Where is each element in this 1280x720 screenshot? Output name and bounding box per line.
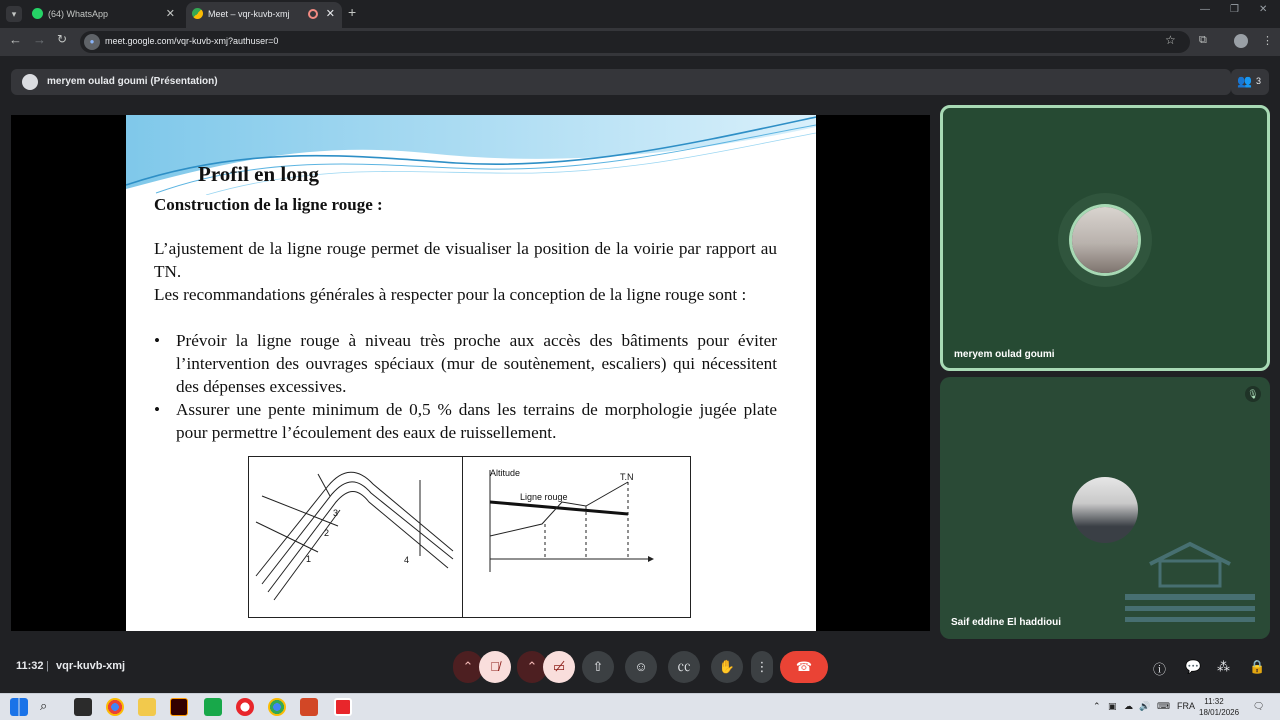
- reload-icon[interactable]: ↻: [57, 32, 68, 46]
- participant-tile[interactable]: [940, 377, 1270, 639]
- file-explorer-icon[interactable]: [138, 698, 156, 716]
- bullet-text: Prévoir la ligne rouge à niveau très proche aux accès des bâtiments pour éviter l’intervention des ouvrages spéciaux (mur de soutènement, escaliers) qui nécessitent des dépenses excessives.: [176, 331, 777, 396]
- restore-icon[interactable]: ❐: [1230, 4, 1239, 15]
- bullet-text: Assurer une pente minimum de 0,5 % dans les terrains de morphologie jugée plate pour permettre l’écoulement des eaux de ruissellement.: [176, 400, 777, 442]
- clock-date: 18/01/2026: [1199, 708, 1240, 717]
- people-button[interactable]: [1231, 69, 1269, 95]
- slide-title: Profil en long: [198, 162, 319, 186]
- whatsapp-icon: [32, 8, 43, 19]
- windows-start-icon[interactable]: [10, 698, 28, 716]
- camera-toggle-button[interactable]: ▭̸: [543, 651, 575, 683]
- people-icon: 👥: [1237, 74, 1252, 88]
- slide-paragraph: Les recommandations générales à respecter pour la conception de la ligne rouge sont :: [154, 285, 747, 304]
- meet-icon: [192, 8, 203, 19]
- chrome-profile-icon[interactable]: [268, 698, 286, 716]
- emoji-button[interactable]: ☺: [625, 651, 657, 683]
- activities-icon[interactable]: ⁂: [1217, 659, 1230, 674]
- chat-icon[interactable]: 💬: [1185, 659, 1202, 674]
- menu-kebab-icon[interactable]: ⋮: [1262, 35, 1273, 47]
- meet-control-bar: [0, 645, 1280, 689]
- participant-tile[interactable]: [940, 105, 1270, 371]
- plan-sketch-figure: [248, 456, 463, 618]
- mic-toggle-button[interactable]: 🎙̸: [479, 651, 511, 683]
- separator: |: [46, 660, 49, 672]
- url-text[interactable]: meet.google.com/vqr-kuvb-xmj?authuser=0: [105, 36, 279, 46]
- back-icon[interactable]: ←: [9, 32, 22, 47]
- altitude-label: Altitude: [490, 468, 521, 478]
- chrome-icon[interactable]: [106, 698, 124, 716]
- keyboard-icon[interactable]: ⌨: [1157, 701, 1170, 711]
- notifications-icon[interactable]: 🗨: [1253, 701, 1265, 711]
- meeting-code: vqr-kuvb-xmj: [56, 660, 126, 672]
- slide-bullet: [154, 398, 777, 444]
- red-app-icon[interactable]: [334, 698, 352, 716]
- green-app-icon[interactable]: [204, 698, 222, 716]
- bullet-dot: •: [154, 400, 161, 419]
- institute-logo-watermark: [1115, 539, 1265, 629]
- participant-avatar: [1072, 207, 1138, 273]
- captions-button[interactable]: ㏄: [668, 651, 700, 683]
- raise-hand-button[interactable]: ✋: [711, 651, 743, 683]
- plan-label: 3: [333, 508, 339, 518]
- presenter-avatar: [22, 74, 38, 90]
- system-clock[interactable]: [1199, 696, 1240, 718]
- host-controls-icon[interactable]: 🔒: [1249, 659, 1266, 674]
- participant-count: 3: [1256, 76, 1262, 86]
- microphone-icon[interactable]: ●: [84, 34, 100, 50]
- extensions-icon[interactable]: ⧉: [1199, 34, 1207, 46]
- presenter-label: meryem oulad goumi (Présentation): [47, 76, 218, 87]
- plan-label: 1: [306, 554, 312, 564]
- close-tab-icon[interactable]: ✕: [165, 8, 175, 20]
- video-options-chevron-icon[interactable]: ⌃: [517, 651, 547, 683]
- close-tab-icon[interactable]: ✕: [325, 8, 335, 20]
- browser-toolbar: [0, 28, 1280, 56]
- bullet-dot: •: [154, 331, 161, 350]
- volume-icon[interactable]: 🔊: [1139, 701, 1151, 711]
- profile-avatar[interactable]: [1234, 34, 1248, 48]
- tab-title: (64) WhatsApp: [48, 9, 109, 19]
- browser-tab-strip: [0, 0, 1280, 28]
- present-screen-button[interactable]: ⇧: [582, 651, 614, 683]
- tab-search-icon[interactable]: ▾: [6, 6, 22, 22]
- plan-label: 4: [404, 555, 410, 565]
- slide-subtitle: Construction de la ligne rouge :: [154, 195, 383, 214]
- tray-chevron-icon[interactable]: ⌃: [1093, 701, 1101, 711]
- presentation-header: [11, 69, 1231, 95]
- windows-taskbar: [0, 693, 1280, 720]
- ligne-rouge-label: Ligne rouge: [520, 492, 568, 502]
- tab-title: Meet – vqr-kuvb-xmj: [208, 9, 290, 19]
- tab-whatsapp[interactable]: [26, 2, 182, 28]
- more-options-icon[interactable]: ⋮: [751, 651, 773, 683]
- bookmark-star-icon[interactable]: ☆: [1165, 33, 1176, 47]
- address-bar[interactable]: [80, 31, 1190, 53]
- network-icon[interactable]: ▣: [1108, 701, 1117, 711]
- tab-meet[interactable]: [186, 2, 342, 28]
- audio-options-chevron-icon[interactable]: ⌃: [453, 651, 483, 683]
- mic-off-icon: 🎙: [1245, 386, 1261, 402]
- close-window-icon[interactable]: ✕: [1259, 4, 1268, 15]
- end-call-button[interactable]: ☎: [780, 651, 828, 683]
- slide-paragraph: L’ajustement de la ligne rouge permet de visualiser la position de la voirie par rapport au TN.: [154, 239, 777, 281]
- long-profile-figure: [462, 456, 691, 618]
- forward-icon[interactable]: →: [33, 32, 46, 47]
- participant-avatar: [1072, 477, 1138, 543]
- search-icon[interactable]: ⌕: [40, 698, 48, 713]
- meeting-time: 11:32: [16, 660, 44, 672]
- recording-icon: [308, 9, 318, 19]
- clock-time: 11:32: [1204, 697, 1224, 706]
- onedrive-icon[interactable]: ☁: [1124, 701, 1133, 711]
- illustrator-icon[interactable]: [170, 698, 188, 716]
- language-indicator[interactable]: FRA: [1177, 701, 1195, 711]
- minimize-icon[interactable]: —: [1200, 4, 1210, 15]
- task-view-icon[interactable]: [74, 698, 92, 716]
- info-icon[interactable]: ⓘ: [1153, 662, 1167, 677]
- new-tab-icon[interactable]: +: [348, 4, 357, 20]
- participant-name: Saif eddine El haddioui: [951, 617, 1062, 628]
- opera-icon[interactable]: [236, 698, 254, 716]
- slide-bullet: [154, 329, 777, 398]
- plan-label: 2: [324, 528, 330, 538]
- tn-label: T.N: [620, 472, 634, 482]
- powerpoint-icon[interactable]: [300, 698, 318, 716]
- participant-name: meryem oulad goumi: [954, 349, 1055, 360]
- shared-slide: [126, 115, 816, 631]
